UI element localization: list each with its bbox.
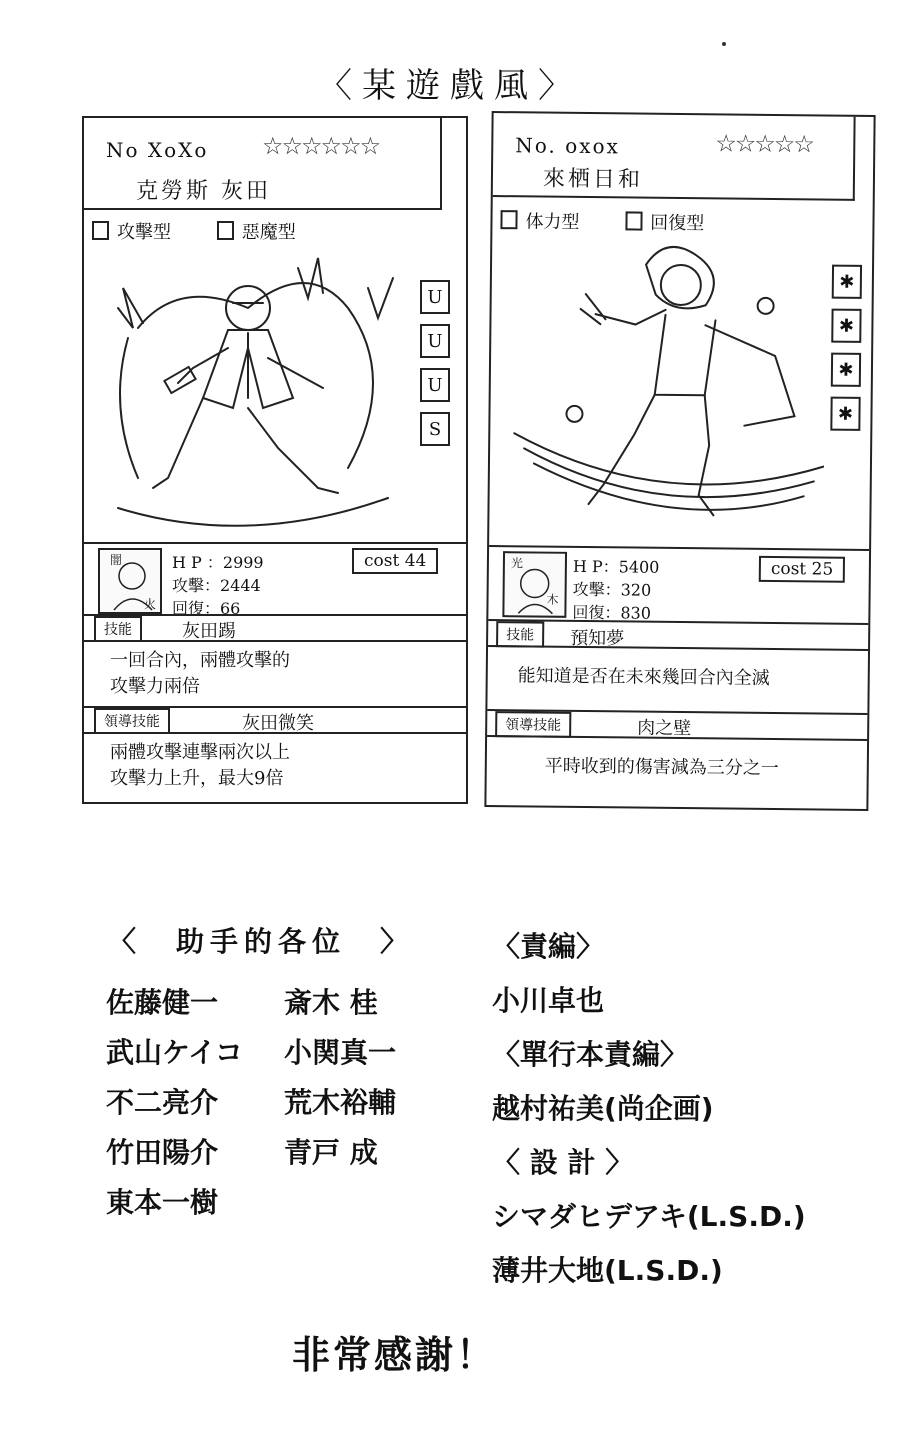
checkbox-icon <box>217 221 234 240</box>
character-name: 來栖日和 <box>542 166 644 193</box>
attack-stat: 攻擊：2444 <box>172 576 261 595</box>
row-divider <box>84 640 466 642</box>
assistant-name: 不二亮介 <box>106 1086 219 1119</box>
editor-name: 小川卓也 <box>492 984 605 1017</box>
assistant-name: 竹田陽介 <box>106 1136 219 1169</box>
type-label: 攻擊型 <box>117 222 171 243</box>
portrait-thumbnail <box>502 551 567 618</box>
skill-badges <box>420 280 450 446</box>
hp-stat: H P ：2999 <box>172 553 264 572</box>
assistants-list-col1 <box>106 978 243 1228</box>
burst-icon: ✱ <box>831 309 861 343</box>
rarity-stars: ☆☆☆☆☆ <box>715 129 814 159</box>
character-illustration <box>98 248 418 538</box>
assistant-name: 荒木裕輔 <box>284 1086 397 1119</box>
portrait-thumbnail <box>98 548 162 614</box>
assistants-heading <box>108 920 414 960</box>
row-divider <box>488 619 868 625</box>
skill-label: 技能 <box>94 616 142 642</box>
assistant-name: 斎木 桂 <box>284 986 378 1019</box>
design-heading: 〈 設 計 〉 <box>492 1146 634 1179</box>
attack-stat: 攻擊：320 <box>572 579 652 600</box>
type-row <box>92 218 336 244</box>
burst-icon: ✱ <box>830 397 860 431</box>
skill-description: 一回合內，兩體攻擊的 攻擊力兩倍 <box>110 650 290 697</box>
portrait-badge-attr: 光 <box>510 556 524 571</box>
card-number: No. oxox <box>515 133 620 159</box>
assistant-name: 武山ケイコ <box>106 1036 243 1069</box>
staff-column <box>492 920 806 1298</box>
horseshoe-icon: U <box>420 280 450 314</box>
cost-value: cost 25 <box>759 556 846 583</box>
type-label: 体力型 <box>525 211 580 233</box>
portrait-badge-elem: 木 <box>546 592 559 607</box>
character-card-b <box>484 111 875 811</box>
portrait-badge-elem: 火 <box>144 597 157 611</box>
type-label: 回復型 <box>650 212 705 235</box>
row-divider <box>488 645 868 651</box>
row-divider <box>84 732 466 734</box>
horseshoe-icon: U <box>420 368 450 402</box>
spiral-icon: S <box>420 412 450 446</box>
portrait-face <box>504 553 565 616</box>
recover-stat: 回復：66 <box>172 599 241 618</box>
thanks-message: 非常感謝！ <box>292 1333 498 1377</box>
stats-divider <box>489 545 869 551</box>
leader-skill-label: 領導技能 <box>94 708 170 734</box>
assistants-heading-text: 〈 助手的各位 〉 <box>108 925 415 958</box>
type-row <box>500 207 744 236</box>
book-editor-name: 越村祐美(尚企画) <box>492 1092 714 1125</box>
stats-divider <box>84 542 466 544</box>
leader-skill-description: 平時收到的傷害減為三分之一 <box>544 755 779 780</box>
skill-description: 能知道是否在未來幾回合內全滅 <box>517 665 770 689</box>
card-number: No XoXo <box>106 138 209 162</box>
horseshoe-icon: U <box>420 324 450 358</box>
recover-stat: 回復：830 <box>572 602 652 623</box>
page-title: 〈某遊戲風〉 <box>318 66 582 106</box>
leader-skill-label: 領導技能 <box>495 711 571 738</box>
skill-label: 技能 <box>496 621 544 648</box>
cost-value: cost 44 <box>352 548 438 574</box>
character-card-a <box>82 116 468 804</box>
skill-name: 灰田踢 <box>182 621 236 642</box>
checkbox-icon <box>92 221 109 240</box>
assistant-name: 青戸 成 <box>284 1136 378 1169</box>
ink-dot <box>722 42 726 46</box>
type-label: 惡魔型 <box>241 222 296 243</box>
assistant-name: 東本一樹 <box>106 1186 219 1219</box>
assistant-name: 小関真一 <box>284 1036 397 1069</box>
burst-icon: ✱ <box>831 353 861 387</box>
portrait-badge-attr: 闇 <box>110 553 123 567</box>
burst-icon: ✱ <box>832 265 862 299</box>
designer-name: シマダヒデアキ(L.S.D.) <box>492 1200 806 1233</box>
editor-heading: 〈責編〉 <box>492 930 605 963</box>
assistant-name: 佐藤健一 <box>106 986 219 1019</box>
portrait-face <box>100 550 160 612</box>
skill-name: 預知夢 <box>570 627 625 650</box>
leader-skill-name: 灰田微笑 <box>242 713 314 734</box>
book-editor-heading: 〈單行本責編〉 <box>492 1038 689 1071</box>
checkbox-icon <box>625 211 642 230</box>
character-illustration <box>503 233 826 536</box>
hp-stat: H P：5400 <box>572 556 660 577</box>
character-name: 克勞斯 灰田 <box>136 179 271 204</box>
rarity-stars: ☆☆☆☆☆☆ <box>262 132 380 160</box>
assistants-list-col2 <box>284 978 396 1178</box>
skill-badges <box>830 265 862 431</box>
checkbox-icon <box>500 210 517 229</box>
leader-skill-description: 兩體攻擊連擊兩次以上 攻擊力上升，最大9倍 <box>110 742 290 789</box>
leader-skill-name: 肉之壁 <box>637 717 692 740</box>
designer-name: 薄井大地(L.S.D.) <box>492 1254 723 1287</box>
